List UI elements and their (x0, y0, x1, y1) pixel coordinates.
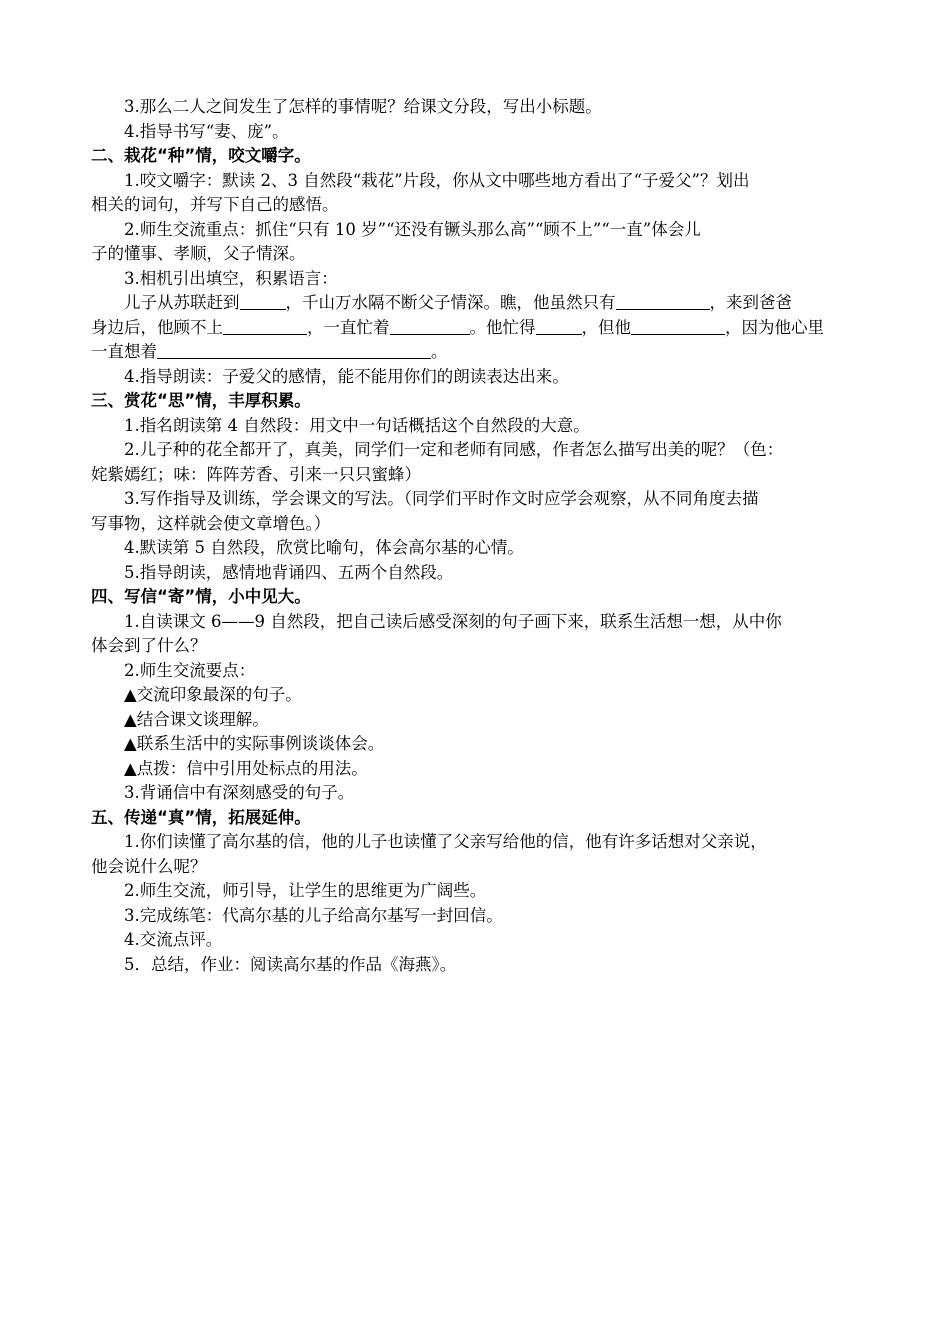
text-line: 2.师生交流重点：抓住“只有 10 岁”“还没有镢头那么高”“顾不上”“一直”体会儿 (124, 219, 701, 239)
section-heading: 三、赏花“思”情，丰厚积累。 (91, 391, 311, 410)
fill-text: ，一直忙着 (307, 317, 390, 337)
text-line: 3.相机引出填空，积累语言： (124, 268, 338, 288)
text-line: 相关的词句，并写下自己的感悟。 (91, 195, 339, 214)
fill-blank-line (91, 340, 863, 365)
text-line: 4.默读第 5 自然段，欣赏比喻句，体会高尔基的心情。 (124, 538, 524, 557)
text-line: 5.指导朗读，感情地背诵四、五两个自然段。 (124, 562, 454, 582)
fill-text: ，来到爸爸 (709, 293, 792, 312)
fill-text: 儿子从苏联赶到 (124, 293, 240, 312)
bullet-item: ▲联系生活中的实际事例谈谈体会。 (124, 734, 385, 753)
text-line: 5．总结，作业：阅读高尔基的作品《海燕》。 (124, 954, 457, 974)
fill-text: ，但他 (581, 317, 631, 337)
text-line: 1.咬文嚼字：默读 2、3 自然段“栽花”片段，你从文中哪些地方看出了“子爱父”？划出 (124, 170, 750, 190)
text-line: 他会说什么呢？ (91, 856, 207, 876)
text-line: 3.完成练笔：代高尔基的儿子给高尔基写一封回信。 (124, 905, 503, 925)
section-heading: 二、栽花“种”情，咬文嚼字。 (91, 146, 311, 165)
text-line: 1.指名朗读第 4 自然段：用文中一句话概括这个自然段的大意。 (124, 415, 590, 435)
text-line: 2.师生交流要点： (124, 660, 256, 680)
fill-blank (536, 318, 582, 335)
fill-blank (223, 318, 307, 335)
fill-blank (157, 342, 431, 359)
bullet-item: ▲结合课文谈理解。 (124, 709, 269, 729)
section-heading: 四、写信“寄”情，小中见大。 (91, 587, 311, 606)
text-line: 写事物，这样就会使文章增色。） (91, 513, 331, 533)
fill-blank-line (91, 291, 863, 316)
text-line: 4.交流点评。 (124, 930, 223, 949)
fill-text: ，因为他心里 (725, 317, 824, 337)
bullet-item: ▲点拨：信中引用处标点的用法。 (124, 758, 368, 778)
fill-text: ，千山万水隔不断父子情深。瞧，他虽然只有 (285, 293, 616, 312)
section-heading: 五、传递“真”情，拓展延伸。 (91, 807, 311, 827)
fill-blank-line (91, 316, 863, 341)
text-line: 1.自读课文 6——9 自然段，把自己读后感受深刻的句子画下来，联系生活想一想，从中你 (124, 611, 782, 631)
text-line: 子的懂事、孝顺，父子情深。 (91, 244, 306, 263)
fill-text: 一直想着 (91, 342, 157, 361)
text-line: 4.指导书写“妻、庞”。 (124, 121, 289, 141)
fill-text: 。他忙得 (469, 317, 536, 337)
fill-blank (616, 293, 710, 310)
fill-text: 身边后，他顾不上 (91, 317, 223, 337)
fill-blank (631, 318, 725, 335)
text-line: 3.背诵信中有深刻感受的句子。 (124, 783, 355, 802)
text-line: 3.写作指导及训练，学会课文的写法。（同学们平时作文时应学会观察，从不同角度去描 (124, 489, 759, 508)
text-line: 体会到了什么？ (91, 636, 207, 655)
document-page (91, 95, 863, 977)
fill-blank (240, 293, 286, 310)
fill-text: 。 (431, 342, 448, 361)
bullet-item: ▲交流印象最深的句子。 (124, 685, 302, 704)
text-line: 姹紫嫣红；味：阵阵芳香、引来一只只蜜蜂） (91, 464, 421, 484)
text-line: 4.指导朗读：子爱父的感情，能不能用你们的朗读表达出来。 (124, 366, 569, 386)
text-line: 3.那么二人之间发生了怎样的事情呢？给课文分段，写出小标题。 (124, 97, 602, 116)
text-line: 2.儿子种的花全都开了，真美，同学们一定和老师有同感，作者怎么描写出美的呢？（色： (124, 440, 784, 459)
text-line: 2.师生交流，师引导，让学生的思维更为广阔些。 (124, 881, 487, 900)
text-line: 1.你们读懂了高尔基的信，他的儿子也读懂了父亲写给他的信，他有许多话想对父亲说， (124, 832, 767, 851)
fill-blank (390, 318, 470, 335)
